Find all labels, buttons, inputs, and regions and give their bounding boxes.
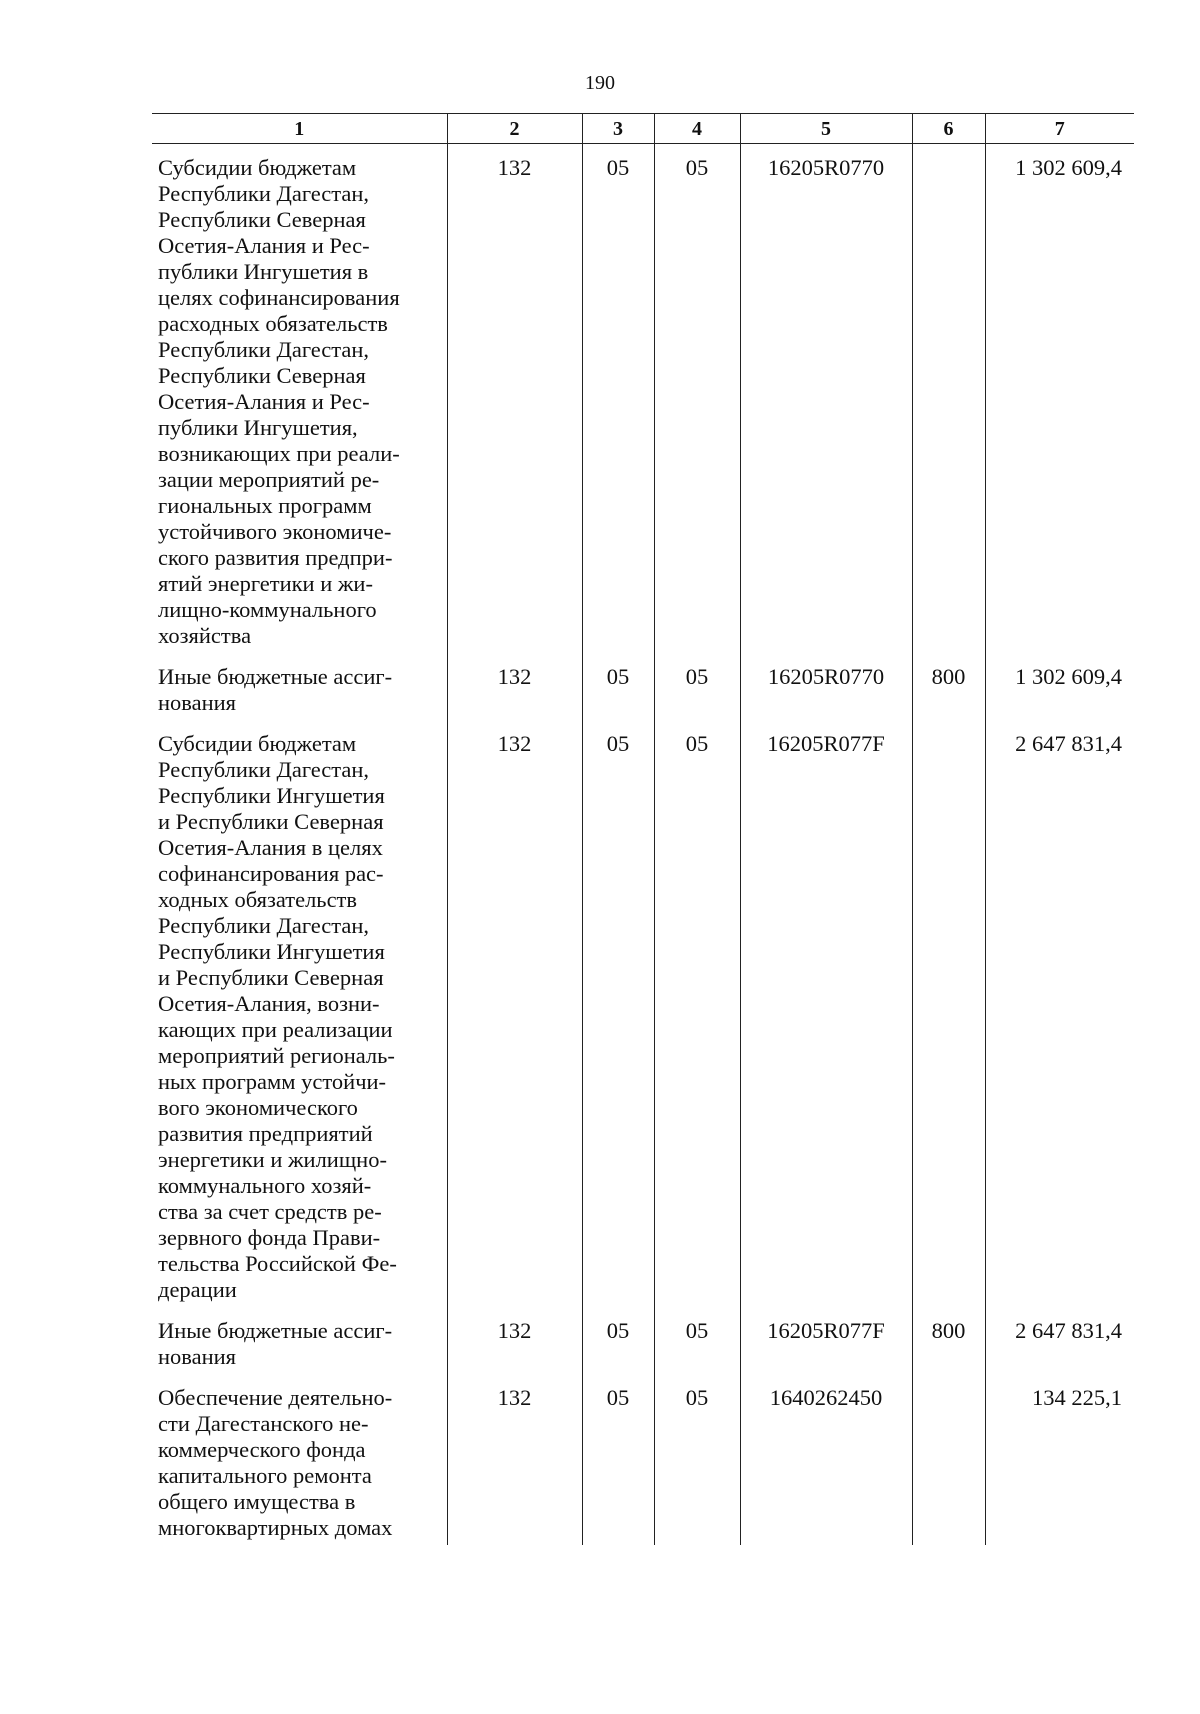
table-body — [152, 144, 1134, 1546]
row-col-5: 16205R0770 — [740, 144, 912, 656]
row-col-2: 132 — [447, 1309, 582, 1376]
row-col-3: 05 — [582, 1309, 654, 1376]
row-col-4: 05 — [654, 144, 740, 656]
row-col-2: 132 — [447, 655, 582, 722]
row-col-3: 05 — [582, 144, 654, 656]
row-col-4: 05 — [654, 655, 740, 722]
page-number: 190 — [585, 72, 615, 94]
table-row — [152, 722, 1134, 1309]
row-col-4: 05 — [654, 1309, 740, 1376]
row-col-7: 134 225,1 — [985, 1376, 1134, 1545]
table-row — [152, 655, 1134, 722]
row-col-4: 05 — [654, 722, 740, 1309]
header-col-6: 6 — [912, 114, 985, 144]
row-col-6 — [912, 722, 985, 1309]
row-col-5: 1640262450 — [740, 1376, 912, 1545]
row-col-2: 132 — [447, 144, 582, 656]
header-col-2: 2 — [447, 114, 582, 144]
row-col-7: 1 302 609,4 — [985, 655, 1134, 722]
table-row — [152, 1376, 1134, 1545]
row-col-2: 132 — [447, 722, 582, 1309]
header-col-7: 7 — [985, 114, 1134, 144]
row-description: Иные бюджетные ассиг- нования — [158, 1318, 393, 1369]
table-row — [152, 1309, 1134, 1376]
row-col-3: 05 — [582, 1376, 654, 1545]
row-col-7: 2 647 831,4 — [985, 1309, 1134, 1376]
row-col-6 — [912, 1376, 985, 1545]
table-header — [152, 114, 1134, 144]
row-description: Обеспечение деятельно- сти Дагестанского не- коммерческого фонда капитального ремонта общего имущества в многоквартирных домах — [158, 1385, 393, 1540]
header-col-4: 4 — [654, 114, 740, 144]
row-col-2: 132 — [447, 1376, 582, 1545]
row-description: Иные бюджетные ассиг- нования — [158, 664, 393, 715]
row-col-3: 05 — [582, 655, 654, 722]
row-col-5: 16205R077F — [740, 722, 912, 1309]
budget-table-container — [152, 113, 1134, 1545]
header-row — [152, 114, 1134, 144]
header-col-3: 3 — [582, 114, 654, 144]
row-description: Субсидии бюджетам Республики Дагестан, Республики Ингушетия и Республики Северная Осетия-Алания в целях софинансирования рас- ходных обязательств Республики Дагестан, Республики Ингушетия и Республики Северная Осетия-Алания, возни- кающих при реализации мероприятий региональ- ных программ устойчи- вого экономического развития предприятий энергетики и жилищно- коммунального хозяй- ства за счет средств ре- зервного фонда Прави- тельства Российской Фе- дерации — [158, 731, 397, 1302]
row-col-7: 2 647 831,4 — [985, 722, 1134, 1309]
row-col-5: 16205R0770 — [740, 655, 912, 722]
row-description: Субсидии бюджетам Республики Дагестан, Республики Северная Осетия-Алания и Рес- публики Ингушетия в целях софинансирования расходных обязательств Республики Дагестан, Республики Северная Осетия-Алания и Рес- публики Ингушетия, возникающих при реали- зации мероприятий ре- гиональных программ устойчивого экономиче- ского развития предпри- ятий энергетики и жи- лищно-коммунального хозяйства — [158, 155, 400, 648]
table-row — [152, 144, 1134, 656]
row-col-6: 800 — [912, 1309, 985, 1376]
row-col-6 — [912, 144, 985, 656]
header-col-1: 1 — [152, 114, 447, 144]
row-col-6: 800 — [912, 655, 985, 722]
row-col-4: 05 — [654, 1376, 740, 1545]
header-col-5: 5 — [740, 114, 912, 144]
row-col-3: 05 — [582, 722, 654, 1309]
row-col-7: 1 302 609,4 — [985, 144, 1134, 656]
row-col-5: 16205R077F — [740, 1309, 912, 1376]
budget-table — [152, 113, 1134, 1545]
